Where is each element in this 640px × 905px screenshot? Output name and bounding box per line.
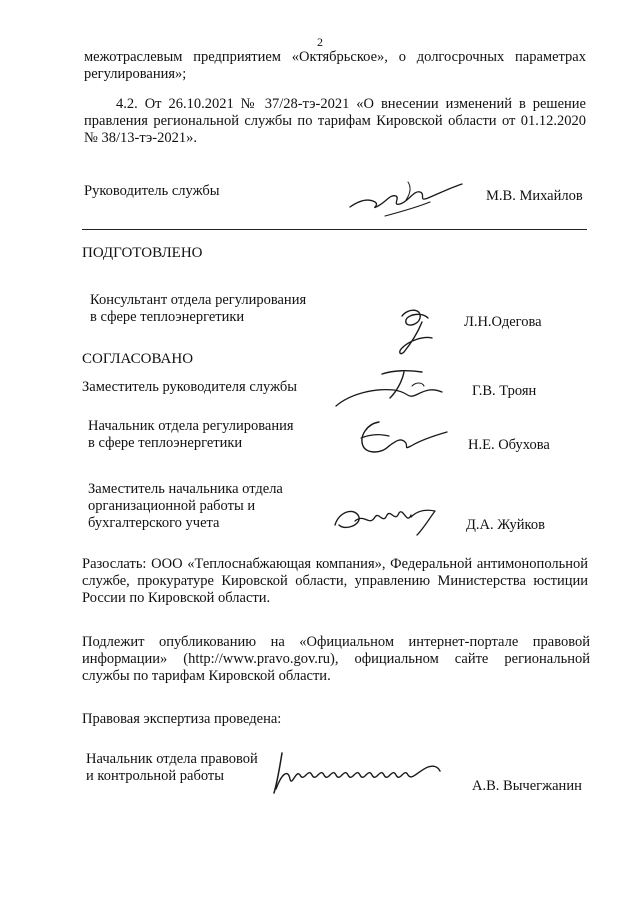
dept-chief-signature (345, 410, 455, 465)
deputy-chief-line1: Заместитель начальника отдела (88, 481, 283, 497)
prepared-position-line1: Консультант отдела регулирования (90, 292, 307, 308)
dept-chief-position (88, 418, 294, 452)
deputy-chief-position (88, 481, 283, 532)
head-signature (330, 172, 480, 232)
distribution-list: Разослать: ООО «Теплоснабжающая компания», Федеральной антимонопольной службе, прокуратуре Кировской области, управлению Министерства юстиции России по Кировской области. (82, 556, 588, 606)
prepared-position-line2: в сфере теплоэнергетики (90, 309, 245, 325)
divider-line (82, 229, 587, 230)
deputy-chief-name: Д.А. Жуйков (466, 517, 545, 533)
dept-chief-name: Н.Е. Обухова (468, 437, 550, 453)
prepared-position (90, 292, 306, 326)
agreed-heading: СОГЛАСОВАНО (82, 351, 194, 367)
legal-chief-name: А.В. Вычегжанин (472, 778, 582, 794)
head-name: М.В. Михайлов (486, 188, 583, 204)
legal-chief-line2: и контрольной работы (86, 768, 224, 784)
page-number: 2 (317, 35, 323, 49)
prepared-name: Л.Н.Одегова (464, 314, 542, 330)
dept-chief-line2: в сфере теплоэнергетики (88, 435, 243, 451)
deputy-chief-line2: организационной работы и (88, 498, 256, 514)
paragraph-item-4-2: 4.2. От 26.10.2021 № 37/28-тэ-2021 «О внесении изменений в решение правления региональной службы по тарифам Кировской области от 01.12.2020 № 38/13-тэ-2021». (84, 96, 586, 146)
head-position: Руководитель службы (84, 183, 220, 199)
deputy-chief-line3: бухгалтерского учета (88, 515, 220, 531)
prepared-heading: ПОДГОТОВЛЕНО (82, 245, 203, 261)
deputy-head-name: Г.В. Троян (472, 383, 537, 399)
legal-chief-line1: Начальник отдела правовой (86, 751, 258, 767)
prepared-signature (388, 300, 448, 360)
deputy-chief-signature (325, 495, 455, 545)
legal-chief-signature (262, 745, 452, 805)
legal-chief-position (86, 751, 258, 785)
dept-chief-line1: Начальник отдела регулирования (88, 418, 294, 434)
paragraph-continuation: межотраслевым предприятием «Октябрьское», о долгосрочных параметрах регулирования»; (84, 49, 586, 82)
deputy-head-position: Заместитель руководителя службы (82, 379, 298, 395)
legal-review-statement: Правовая экспертиза проведена: (82, 711, 282, 727)
publication-note: Подлежит опубликованию на «Официальном интернет-портале правовой информации» (http://www.pravo.gov.ru), официальном сайте региональной службы по тарифам Кировской области. (82, 634, 590, 684)
